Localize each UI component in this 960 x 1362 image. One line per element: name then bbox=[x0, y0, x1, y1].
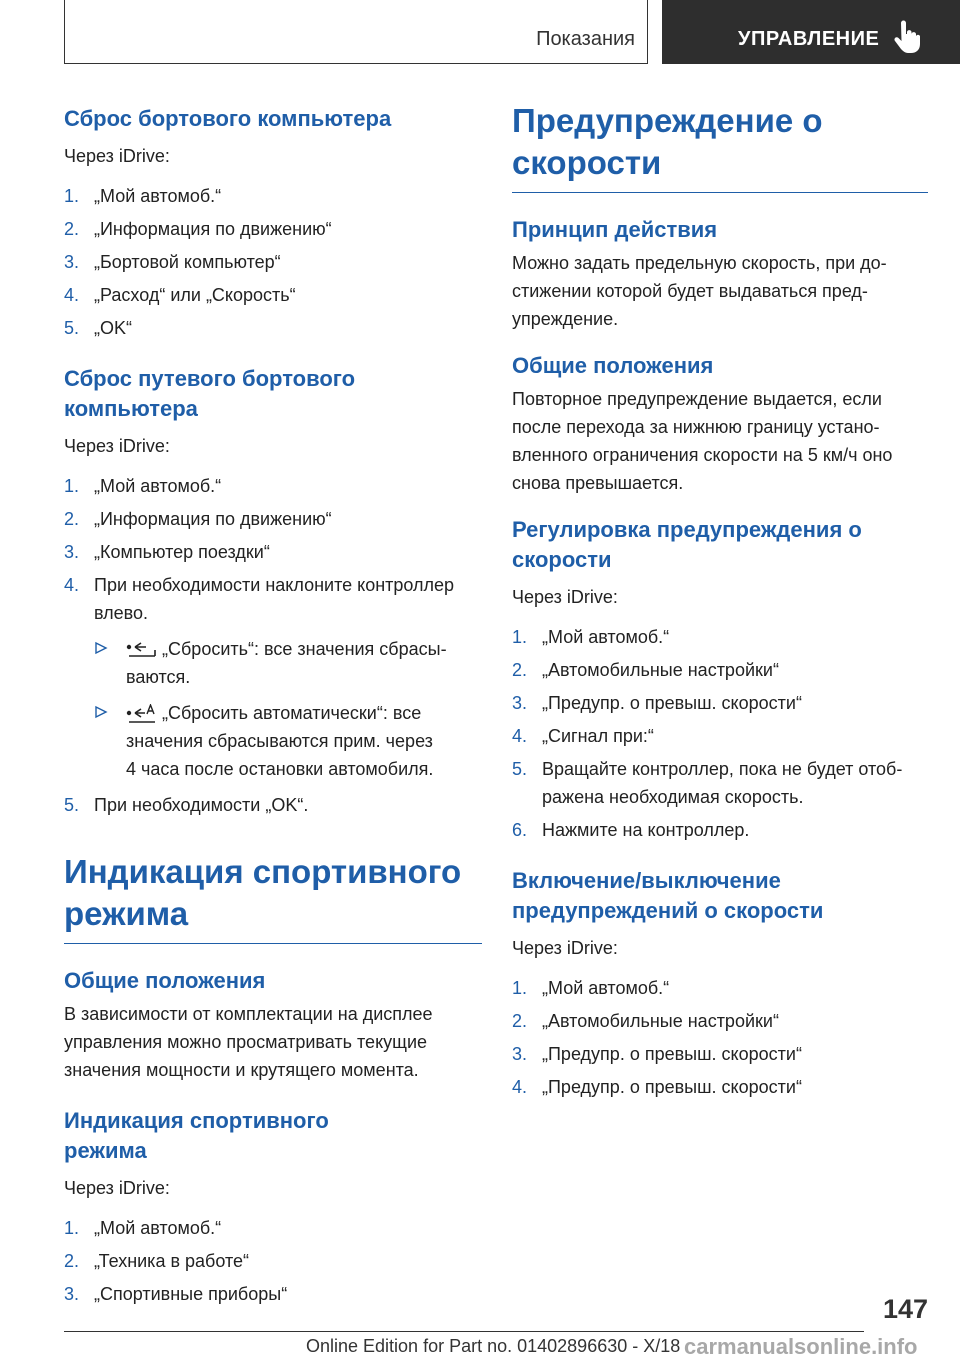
text-line: В зависимости от комплектации на дисплее bbox=[64, 1004, 433, 1024]
steps-list bbox=[64, 182, 482, 342]
item-text: „Бортовой компьютер“ bbox=[94, 252, 281, 272]
section-title: Принцип действия bbox=[512, 217, 718, 242]
chapter-title bbox=[512, 100, 928, 193]
list-item bbox=[64, 505, 482, 533]
intro-text: Через iDrive: bbox=[512, 587, 618, 607]
text-line: после перехода за нижнюю границу устано- bbox=[512, 417, 880, 437]
list-item bbox=[64, 182, 482, 210]
item-text: „Мой автомоб.“ bbox=[94, 476, 222, 496]
title-line: скорости bbox=[512, 144, 662, 181]
text-line: стижении которой будет выдаваться пред- bbox=[512, 281, 868, 301]
intro-text: Через iDrive: bbox=[64, 436, 170, 456]
section-title bbox=[64, 364, 482, 424]
footer-divider bbox=[64, 1331, 864, 1332]
item-number: 3. bbox=[512, 1044, 528, 1064]
item-number: 1. bbox=[512, 627, 528, 647]
item-text: „Мой автомоб.“ bbox=[94, 1218, 222, 1238]
item-text: „Мой автомоб.“ bbox=[542, 627, 670, 647]
item-number: 2. bbox=[512, 660, 528, 680]
intro-text: Через iDrive: bbox=[64, 1178, 170, 1198]
reset-icon bbox=[126, 641, 156, 659]
sub-item-text: 4 часа после остановки автомобиля. bbox=[126, 759, 434, 779]
steps-list bbox=[512, 974, 928, 1101]
list-item bbox=[64, 791, 482, 819]
triangle-bullet-icon bbox=[94, 705, 108, 719]
item-number: 2. bbox=[64, 509, 80, 529]
item-number: 5. bbox=[512, 759, 528, 779]
item-text: „OK“ bbox=[94, 318, 132, 338]
section-title bbox=[512, 515, 928, 575]
item-number: 4. bbox=[512, 726, 528, 746]
title-line: режима bbox=[64, 895, 189, 932]
title-line: режима bbox=[64, 1138, 147, 1163]
list-item bbox=[512, 1007, 928, 1035]
item-text: „Автомобильные настройки“ bbox=[542, 660, 779, 680]
list-item bbox=[64, 1247, 482, 1275]
title-line: Индикация спортивного bbox=[64, 1108, 329, 1133]
text-line: Повторное предупреждение выдается, если bbox=[512, 389, 882, 409]
item-text: „Предупр. о превыш. скорости“ bbox=[542, 693, 802, 713]
sub-item bbox=[64, 635, 482, 691]
sub-item-text: „Сбросить“: все значения сбрасы- bbox=[162, 639, 447, 659]
auto-reset-icon bbox=[126, 704, 156, 724]
section-title bbox=[512, 866, 928, 926]
item-number: 4. bbox=[512, 1077, 528, 1097]
body-text bbox=[512, 249, 928, 333]
item-number: 6. bbox=[512, 820, 528, 840]
header-frame bbox=[64, 0, 648, 64]
item-text: „Автомобильные настройки“ bbox=[542, 1011, 779, 1031]
item-number: 3. bbox=[512, 693, 528, 713]
item-text: „Расход“ или „Скорость“ bbox=[94, 285, 296, 305]
section-title bbox=[64, 1106, 482, 1166]
title-line: Индикация спортивного bbox=[64, 853, 462, 890]
title-line: Сброс путевого бортового bbox=[64, 366, 356, 391]
title-line: Предупреждение о bbox=[512, 102, 823, 139]
item-text: „Мой автомоб.“ bbox=[542, 978, 670, 998]
title-line: скорости bbox=[512, 547, 612, 572]
list-item bbox=[512, 974, 928, 1002]
item-text: „Спортивные приборы“ bbox=[94, 1284, 288, 1304]
item-text: ражена необходимая скорость. bbox=[542, 787, 804, 807]
item-text: влево. bbox=[94, 603, 149, 623]
list-item bbox=[64, 314, 482, 342]
list-item bbox=[64, 571, 482, 627]
watermark: carmanualsonline.info bbox=[684, 1334, 918, 1359]
list-item bbox=[64, 472, 482, 500]
list-item bbox=[64, 281, 482, 309]
text-line: значения мощности и крутящего момента. bbox=[64, 1060, 419, 1080]
right-column bbox=[512, 100, 928, 1101]
list-item bbox=[512, 816, 928, 844]
title-line: Включение/выключение bbox=[512, 868, 781, 893]
item-number: 4. bbox=[64, 285, 80, 305]
list-item bbox=[512, 656, 928, 684]
item-text: При необходимости наклоните контроллер bbox=[94, 575, 455, 595]
item-number: 2. bbox=[64, 219, 80, 239]
item-number: 1. bbox=[64, 1218, 80, 1238]
header-tab bbox=[662, 0, 960, 64]
list-item bbox=[512, 1040, 928, 1068]
section-title: Общие положения bbox=[512, 353, 714, 378]
item-number: 5. bbox=[64, 318, 80, 338]
hand-pointer-icon bbox=[892, 20, 920, 54]
item-text: При необходимости „OK“. bbox=[94, 795, 309, 815]
sub-item-text: ваются. bbox=[126, 667, 191, 687]
item-number: 1. bbox=[64, 476, 80, 496]
item-number: 1. bbox=[64, 186, 80, 206]
item-number: 3. bbox=[64, 252, 80, 272]
text-line: вленного ограничения скорости на 5 км/ч оно bbox=[512, 445, 893, 465]
item-number: 2. bbox=[64, 1251, 80, 1271]
list-item bbox=[64, 538, 482, 566]
steps-list bbox=[512, 623, 928, 844]
item-number: 5. bbox=[64, 795, 80, 815]
item-number: 1. bbox=[512, 978, 528, 998]
item-text: „Информация по движению“ bbox=[94, 219, 332, 239]
item-text: „Сигнал при:“ bbox=[542, 726, 654, 746]
page-number: 147 bbox=[882, 1294, 928, 1324]
item-text: „Техника в работе“ bbox=[94, 1251, 250, 1271]
sub-item bbox=[64, 699, 482, 783]
title-line: компьютера bbox=[64, 396, 198, 421]
section-title: Сброс бортового компьютера bbox=[64, 106, 392, 131]
item-number: 3. bbox=[64, 542, 80, 562]
steps-list bbox=[64, 472, 482, 627]
triangle-bullet-icon bbox=[94, 641, 108, 655]
chapter-title bbox=[64, 851, 482, 944]
body-text bbox=[512, 385, 928, 497]
list-item bbox=[512, 722, 928, 750]
item-text: Вращайте контроллер, пока не будет отоб- bbox=[542, 759, 903, 779]
list-item bbox=[64, 1214, 482, 1242]
list-item bbox=[512, 689, 928, 717]
sub-item-text: значения сбрасываются прим. через bbox=[126, 731, 433, 751]
steps-list bbox=[64, 791, 482, 819]
item-text: „Предупр. о превыш. скорости“ bbox=[542, 1077, 802, 1097]
text-line: упреждение. bbox=[512, 309, 619, 329]
section-title: Общие положения bbox=[64, 968, 266, 993]
left-column bbox=[64, 100, 482, 1308]
list-item bbox=[64, 248, 482, 276]
body-text bbox=[64, 1000, 482, 1084]
title-line: Регулировка предупреждения о bbox=[512, 517, 862, 542]
intro-text: Через iDrive: bbox=[512, 938, 618, 958]
text-line: управления можно просматривать текущие bbox=[64, 1032, 428, 1052]
text-line: Можно задать предельную скорость, при до- bbox=[512, 253, 887, 273]
steps-list bbox=[64, 1214, 482, 1308]
footer-edition: Online Edition for Part no. 01402896630 - X/18 bbox=[306, 1336, 681, 1356]
item-text: „Мой автомоб.“ bbox=[94, 186, 222, 206]
item-text: „Информация по движению“ bbox=[94, 509, 332, 529]
sub-item-text: „Сбросить автоматически“: все bbox=[162, 703, 422, 723]
list-item bbox=[512, 755, 928, 811]
item-number: 4. bbox=[64, 575, 80, 595]
list-item bbox=[512, 1073, 928, 1101]
item-text: Нажмите на контроллер. bbox=[542, 820, 750, 840]
list-item bbox=[512, 623, 928, 651]
intro-text: Через iDrive: bbox=[64, 146, 170, 166]
item-number: 3. bbox=[64, 1284, 80, 1304]
item-text: „Компьютер поездки“ bbox=[94, 542, 270, 562]
header-section-title: Показания bbox=[536, 28, 635, 50]
header-tab-label: УПРАВЛЕНИЕ bbox=[738, 28, 880, 50]
item-number: 2. bbox=[512, 1011, 528, 1031]
item-text: „Предупр. о превыш. скорости“ bbox=[542, 1044, 802, 1064]
list-item bbox=[64, 1280, 482, 1308]
title-line: предупреждений о скорости bbox=[512, 898, 824, 923]
list-item bbox=[64, 215, 482, 243]
text-line: снова превышается. bbox=[512, 473, 684, 493]
